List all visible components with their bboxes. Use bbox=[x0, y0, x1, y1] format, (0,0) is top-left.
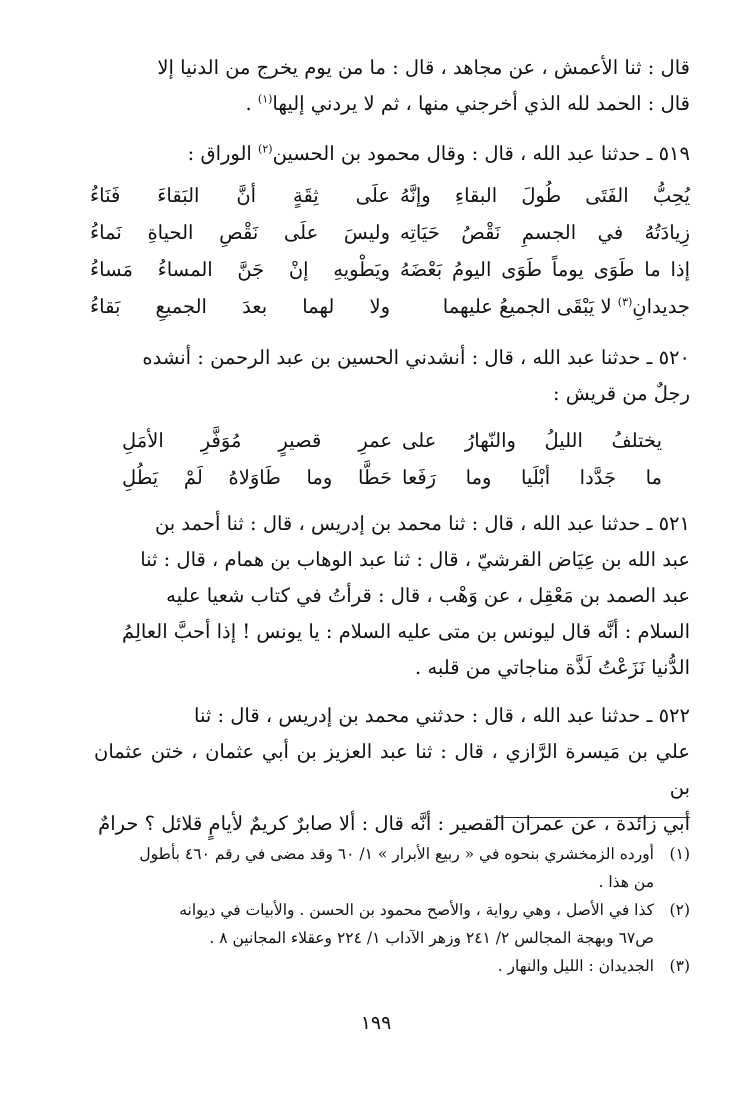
intro-paragraph bbox=[94, 50, 690, 122]
verse-line bbox=[90, 251, 690, 288]
p522-line: أبي زائدة ، عن عمران القصير : أنَّه قال : ألا صابرٌ كريمٌ لأيامٍ قلائل ؟ حرامٌ bbox=[98, 812, 690, 835]
footnote-line: أورده الزمخشري بنحوه في « ربيع الأبرار » ١/ ٦٠ وقد مضى في رقم ٤٦٠ بأطول bbox=[139, 845, 654, 863]
paragraph-522 bbox=[94, 698, 690, 842]
p519-text: ٥١٩ ـ حدثنا عبد الله ، قال : وقال محمود بن الحسين bbox=[272, 142, 690, 165]
footnote-ref-3: (٣) bbox=[617, 295, 633, 309]
verse-line bbox=[90, 214, 690, 251]
footnote-line: كذا في الأصل ، وهي رواية ، والأصح محمود بن الحسن . والأبيات في ديوانه bbox=[179, 901, 654, 919]
verse-word: جديدانِ bbox=[632, 295, 690, 318]
footnote-number: (٣) bbox=[669, 957, 690, 975]
verse-first-hemistich: يختلفُ الليلُ والنّهارُ على bbox=[402, 429, 662, 452]
verse-rest: لا يَبْقَى الجميعُ عليهما bbox=[442, 295, 618, 318]
verse-line bbox=[122, 459, 662, 496]
p521-line: عبد الله بن عِيَاض القرشيّ ، قال : ثنا عبد الوهاب بن همام ، قال : ثنا bbox=[140, 548, 690, 571]
footnote-ref-2: (٢) bbox=[258, 142, 273, 156]
footnote-1 bbox=[94, 840, 690, 896]
intro-line-1: قال : ثنا الأعمش ، عن مجاهد ، قال : ما من يوم يخرج من الدنيا إلا bbox=[157, 56, 690, 79]
p521-line: السلام : أنَّه قال ليونس بن متى عليه السلام : يا يونس ! إذا أحبَّ العالِمُ bbox=[121, 620, 690, 643]
verse-first-hemistich: إذا ما طَوَى يوماً طَوَى اليومُ بَعْضَهُ bbox=[400, 258, 690, 281]
verse-second-hemistich: عمرِ قصيرٍ مُوَفَّرِ الأمَلِ bbox=[122, 429, 392, 452]
footnote-separator bbox=[494, 817, 690, 818]
footnote-ref-1: (١) bbox=[257, 92, 273, 106]
footnote-number: (٢) bbox=[669, 901, 690, 919]
paragraph-519 bbox=[94, 136, 690, 172]
p522-line: علي بن مَيسرة الرَّازي ، قال : ثنا عبد العزيز بن أبي عثمان ، ختن عثمان بن bbox=[94, 740, 690, 799]
p519-end: الوراق : bbox=[187, 142, 259, 165]
paragraph-521 bbox=[94, 506, 690, 686]
footnotes bbox=[94, 840, 690, 980]
poem-519 bbox=[90, 177, 690, 325]
p521-line: عبد الصمد بن مَعْقِل ، عن وَهْب ، قال : قرأتُ في كتاب شعيا عليه bbox=[166, 584, 690, 607]
verse-second-hemistich: حَطَّا وما طَاوَلاهُ لَمْ يَطُلِ bbox=[122, 466, 392, 489]
verse-line bbox=[90, 288, 690, 325]
paragraph-520 bbox=[94, 340, 690, 412]
verse-first-hemistich bbox=[400, 288, 690, 325]
verse-first-hemistich: ما جَدَّدا أبْلَيا وما رَفَعا bbox=[402, 466, 662, 489]
intro-line-2 bbox=[94, 86, 690, 122]
footnote-3 bbox=[94, 952, 690, 980]
footnote-line: الجديدان : الليل والنهار . bbox=[497, 957, 654, 975]
verse-first-hemistich: زِيادَتُهُ في الجسمِ نَقْصُ حَيَاتِه bbox=[400, 221, 690, 244]
p521-line: الدُّنيا نَزَعْتُ لَذَّة مناجاتي من قلبه . bbox=[415, 656, 690, 679]
poem-520 bbox=[122, 422, 662, 496]
verse-line bbox=[122, 422, 662, 459]
verse-line bbox=[90, 177, 690, 214]
verse-second-hemistich: علَى ثِقَةٍ أنَّ البَقاءَ فَنَاءُ bbox=[90, 184, 390, 207]
footnote-text bbox=[94, 840, 654, 896]
verse-second-hemistich: ويَطْويهِ إنْ جَنَّ المساءُ مَساءُ bbox=[90, 258, 390, 281]
footnote-line: ص٦٧ وبهجة المجالس ٢/ ٢٤١ وزهر الآداب ١/ ٢٢٤ وعقلاء المجانين ٨ . bbox=[209, 929, 654, 947]
footnote-text bbox=[94, 952, 654, 980]
footnote-2 bbox=[94, 896, 690, 952]
verse-first-hemistich: يُحِبُّ الفَتَى طُولَ البقاءِ وإنَّهُ bbox=[400, 184, 690, 207]
intro-line-2-end: . bbox=[245, 92, 258, 115]
p522-line: ٥٢٢ ـ حدثنا عبد الله ، قال : حدثني محمد بن إدريس ، قال : ثنا bbox=[194, 704, 690, 727]
verse-second-hemistich: ولا لهما بعدَ الجميعِ بَقاءُ bbox=[90, 295, 390, 318]
footnote-line: من هذا . bbox=[598, 873, 654, 891]
intro-line-2-text: قال : الحمد لله الذي أخرجني منها ، ثم لا يردني إليها bbox=[272, 92, 690, 115]
footnote-number: (١) bbox=[669, 845, 690, 863]
p519-line bbox=[94, 136, 690, 172]
p520-line-1: ٥٢٠ ـ حدثنا عبد الله ، قال : أنشدني الحسين بن عبد الرحمن : أنشده bbox=[142, 346, 690, 369]
verse-second-hemistich: وليسَ علَى نَقْصِ الحياةِ نَماءُ bbox=[90, 221, 390, 244]
p521-line: ٥٢١ ـ حدثنا عبد الله ، قال : ثنا محمد بن إدريس ، قال : ثنا أحمد بن bbox=[154, 512, 690, 535]
footnote-text bbox=[94, 896, 654, 952]
p520-line-2: رجلٌ من قريش : bbox=[552, 382, 690, 405]
page-number: ١٩٩ bbox=[360, 1012, 392, 1034]
